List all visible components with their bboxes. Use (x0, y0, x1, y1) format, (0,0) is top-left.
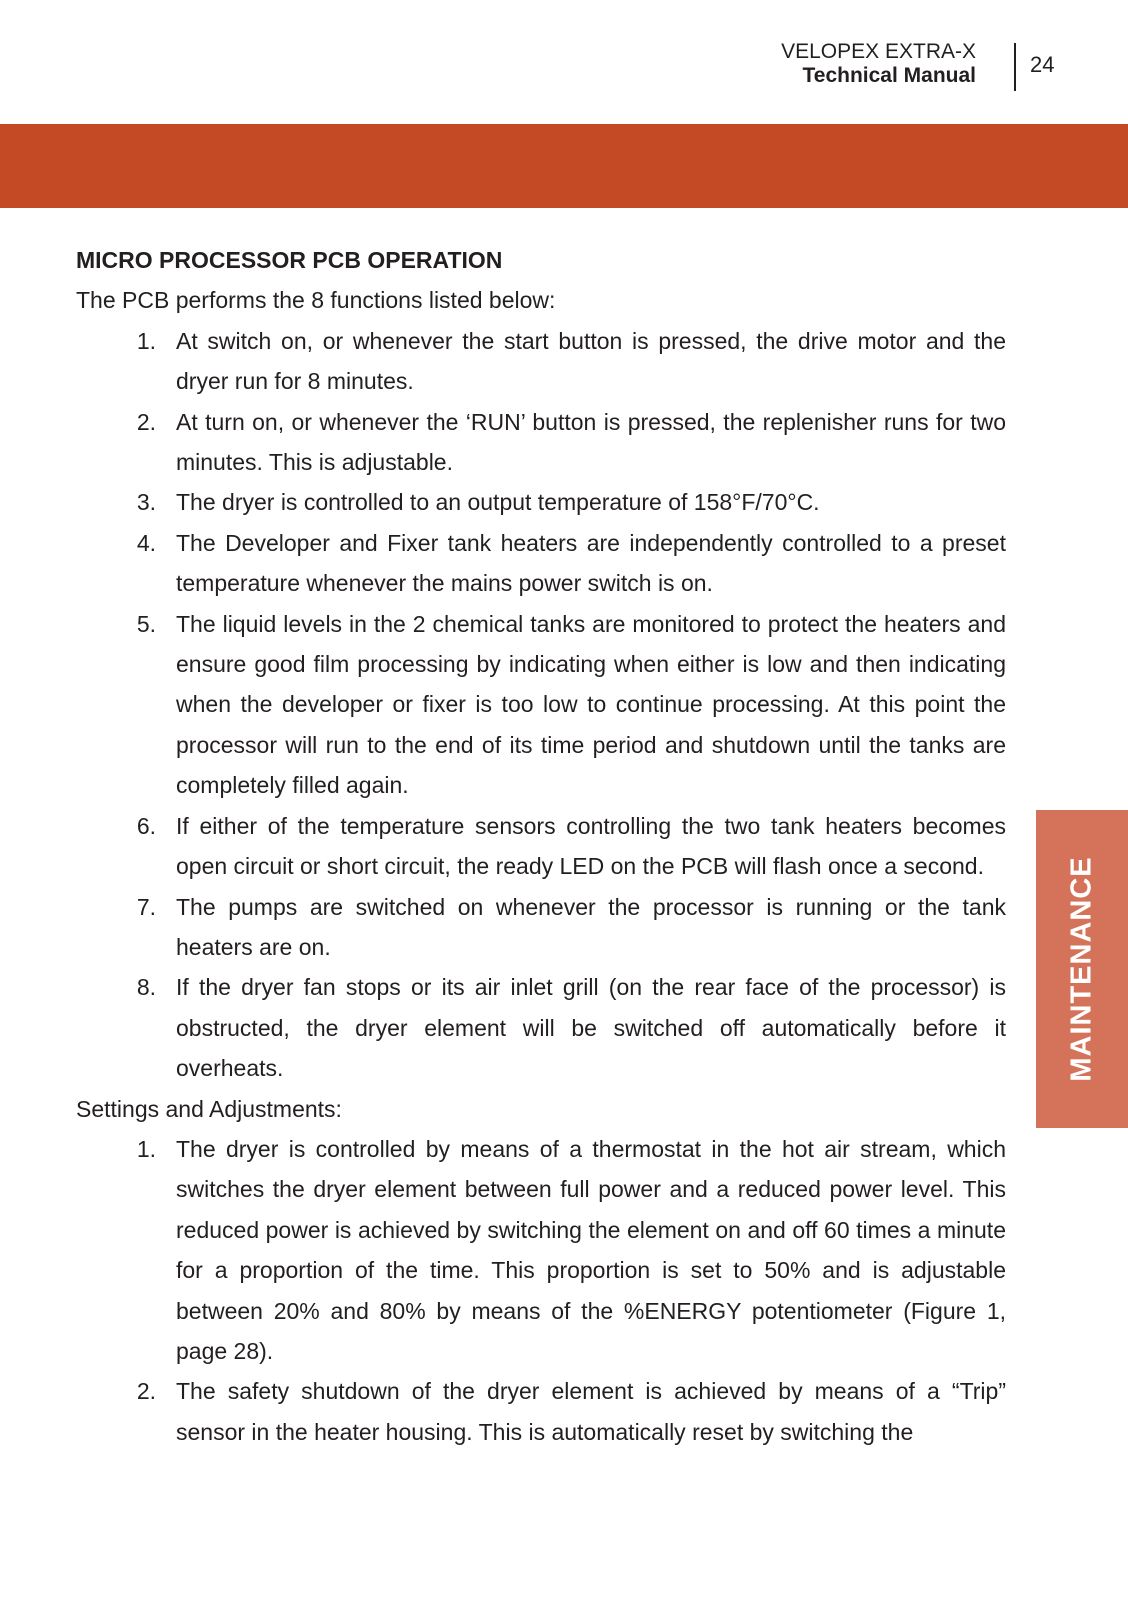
list-item-text: The dryer is controlled by means of a thermostat in the hot air stream, which switches the dryer element between full power and a reduced power level. This reduced power is achieved by switching the element on and off 60 times a minute for a proportion of the time. This proportion is set to 50% and is adjustable between 20% and 80% by means of the %ENERGY potentiometer (Figure 1, page 28). (176, 1135, 1006, 1364)
list-item-number: 2. (136, 408, 156, 435)
section-tab (1036, 810, 1128, 1128)
list-item (76, 967, 1006, 1088)
list-item-number: 1. (136, 1135, 156, 1162)
list-item-number: 5. (136, 610, 156, 637)
list-item (76, 402, 1006, 483)
list-item-number: 2. (136, 1378, 156, 1405)
list-item-number: 8. (136, 974, 156, 1001)
page-number: 24 (1030, 52, 1055, 77)
product-name: VELOPEX EXTRA-X (781, 40, 976, 63)
manual-title: Technical Manual (802, 64, 976, 87)
list-item (76, 806, 1006, 887)
list-item (76, 523, 1006, 604)
header-banner (0, 124, 1128, 208)
list-item-text: The dryer is controlled to an output temperature of 158°F/70°C. (176, 489, 820, 516)
header-divider (1014, 43, 1016, 91)
page-content (76, 240, 1006, 1452)
list-item-text: The Developer and Fixer tank heaters are independently controlled to a preset temperature whenever the mains power switch is on. (176, 529, 1006, 597)
list-item-number: 1. (136, 327, 156, 354)
function-list (76, 321, 1006, 1089)
list-item-text: The pumps are switched on whenever the processor is running or the tank heaters are on. (176, 893, 1006, 960)
list-item (76, 482, 1006, 522)
list-item-number: 4. (136, 529, 156, 556)
list-item (76, 321, 1006, 402)
list-item-number: 6. (136, 812, 156, 839)
list-item-number: 7. (136, 893, 156, 920)
settings-list (76, 1129, 1006, 1452)
list-item-text: If the dryer fan stops or its air inlet grill (on the rear face of the processor) is obstructed, the dryer element will be switched off automatically before it overheats. (176, 974, 1006, 1082)
list-item-text: At switch on, or whenever the start button is pressed, the drive motor and the dryer run for 8 minutes. (176, 327, 1006, 395)
section-title: MICRO PROCESSOR PCB OPERATION (76, 247, 503, 273)
section-tab-label: MAINTENANCE (1065, 856, 1098, 1082)
list-item (76, 1129, 1006, 1371)
list-item (76, 604, 1006, 806)
running-header (781, 40, 976, 88)
list-item (76, 1371, 1006, 1452)
settings-heading: Settings and Adjustments: (76, 1095, 342, 1122)
list-item-text: The liquid levels in the 2 chemical tanks are monitored to protect the heaters and ensure good film processing by indicating when either is low and then indicating when the developer or fixer is too low to continue processing. At this point the processor will run to the end of its time period and shutdown until the tanks are completely filled again. (176, 610, 1006, 799)
list-item-text: If either of the temperature sensors controlling the two tank heaters becomes open circuit or short circuit, the ready LED on the PCB will flash once a second. (176, 812, 1006, 880)
list-item-text: The safety shutdown of the dryer element is achieved by means of a “Trip” sensor in the heater housing. This is automatically reset by switching the (176, 1378, 1006, 1445)
list-item-number: 3. (136, 489, 156, 516)
section-intro: The PCB performs the 8 functions listed below: (76, 287, 556, 314)
list-item-text: At turn on, or whenever the ‘RUN’ button is pressed, the replenisher runs for two minutes. This is adjustable. (176, 408, 1006, 476)
list-item (76, 887, 1006, 968)
